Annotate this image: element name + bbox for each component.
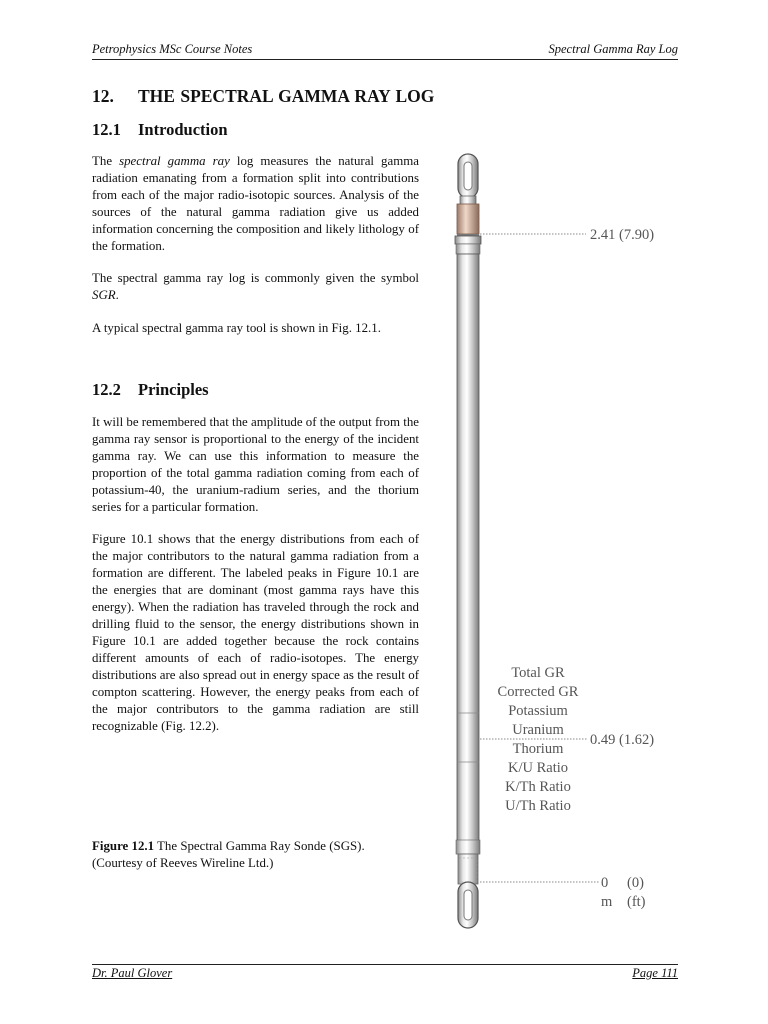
output-item: Total GR [511, 665, 565, 681]
output-item: Corrected GR [497, 684, 579, 700]
footer-author: Dr. Paul Glover [92, 966, 173, 980]
mid-marker-label: 0.49 (1.62) [590, 732, 655, 748]
unit-ft-label: (ft) [627, 894, 646, 910]
principles-paragraph-2: Figure 10.1 shows that the energy distributions from each of the major contributors to the natural gamma radiation from a formation are different. The labeled peaks in Figure 10.1 are the energies that are dominant (most gamma rays have this energy). When the radiation has traveled through the rock and drilling fluid to the sensor, the energy distributions shown in Figure 10.1 are added together because the rock contains different amounts of each of radio-isotopes. The energy distributions are also spread out in energy space as the result of compton scattering. However, the energy peaks from each of the major contributors to the gamma radiation are still recognizable (Fig. 12.2). [92, 532, 419, 733]
caption-text: The Spectral Gamma Ray Sonde (SGS). [154, 839, 365, 853]
section-title: Introduction [138, 120, 228, 139]
chapter-title: THE SPECTRAL GAMMA RAY LOG [138, 86, 435, 106]
sonde-figure [440, 140, 680, 940]
italic-symbol: SGR [92, 288, 116, 302]
zero-marker-m: 0 [601, 875, 609, 891]
head-sleeve [457, 204, 479, 234]
output-item: Potassium [508, 703, 568, 719]
bottom-bail [458, 882, 478, 928]
principles-paragraph-1: It will be remembered that the amplitude of the output from the gamma ray sensor is proportional to the energy of the incident gamma ray. We can use this information to measure the proportion of the total gamma radiation coming from each of potassium-40, the uranium-radium series, and the thorium series for a particular formation. [92, 415, 419, 514]
top-bail [458, 154, 478, 198]
intro-paragraph-3: A typical spectral gamma ray tool is shown in Fig. 12.1. [92, 321, 381, 335]
text-run: The [92, 154, 120, 168]
intro-paragraph-2 [92, 270, 419, 304]
caption-credit: (Courtesy of Reeves Wireline Ltd.) [92, 856, 274, 870]
output-item: U/Th Ratio [505, 798, 571, 814]
unit-m-label: m [601, 894, 613, 910]
header-course-title: Petrophysics MSc Course Notes [92, 42, 253, 56]
section-title: Principles [138, 380, 209, 399]
top-marker-label: 2.41 (7.90) [590, 227, 655, 243]
section-number: 12.2 [92, 380, 121, 399]
text-run: log measures the natural gamma radiation emanating from a formation split into contributions from each of the major radio-isotopic sources. Analysis of the sources of the natural gamma radiation give us added information concerning the composition and likely lithology of the formation. [92, 154, 419, 253]
section-heading-introduction [92, 120, 228, 140]
header-chapter-title: Spectral Gamma Ray Log [548, 42, 678, 56]
intro-paragraph-1 [92, 153, 419, 255]
chapter-heading [92, 86, 434, 107]
text-run: The spectral gamma ray log is commonly given the symbol [92, 271, 419, 285]
caption-label: Figure 12.1 [92, 839, 155, 853]
sonde-body [457, 254, 479, 854]
text-run: . [115, 288, 119, 302]
section-number: 12.1 [92, 120, 121, 139]
output-item: Thorium [512, 741, 564, 757]
page-footer [92, 964, 678, 981]
zero-marker-ft: (0) [627, 875, 644, 891]
page-header [92, 42, 678, 60]
lower-collar [456, 840, 480, 854]
upper-collar [455, 236, 481, 244]
output-item: Uranium [512, 722, 564, 738]
output-item: K/U Ratio [507, 760, 569, 776]
italic-term: spectral gamma ray [119, 154, 230, 168]
figure-caption [92, 838, 422, 872]
section-heading-principles [92, 380, 209, 400]
output-item: K/Th Ratio [505, 779, 571, 795]
chapter-number: 12. [92, 86, 114, 106]
footer-page-number: Page 111 [632, 966, 678, 980]
